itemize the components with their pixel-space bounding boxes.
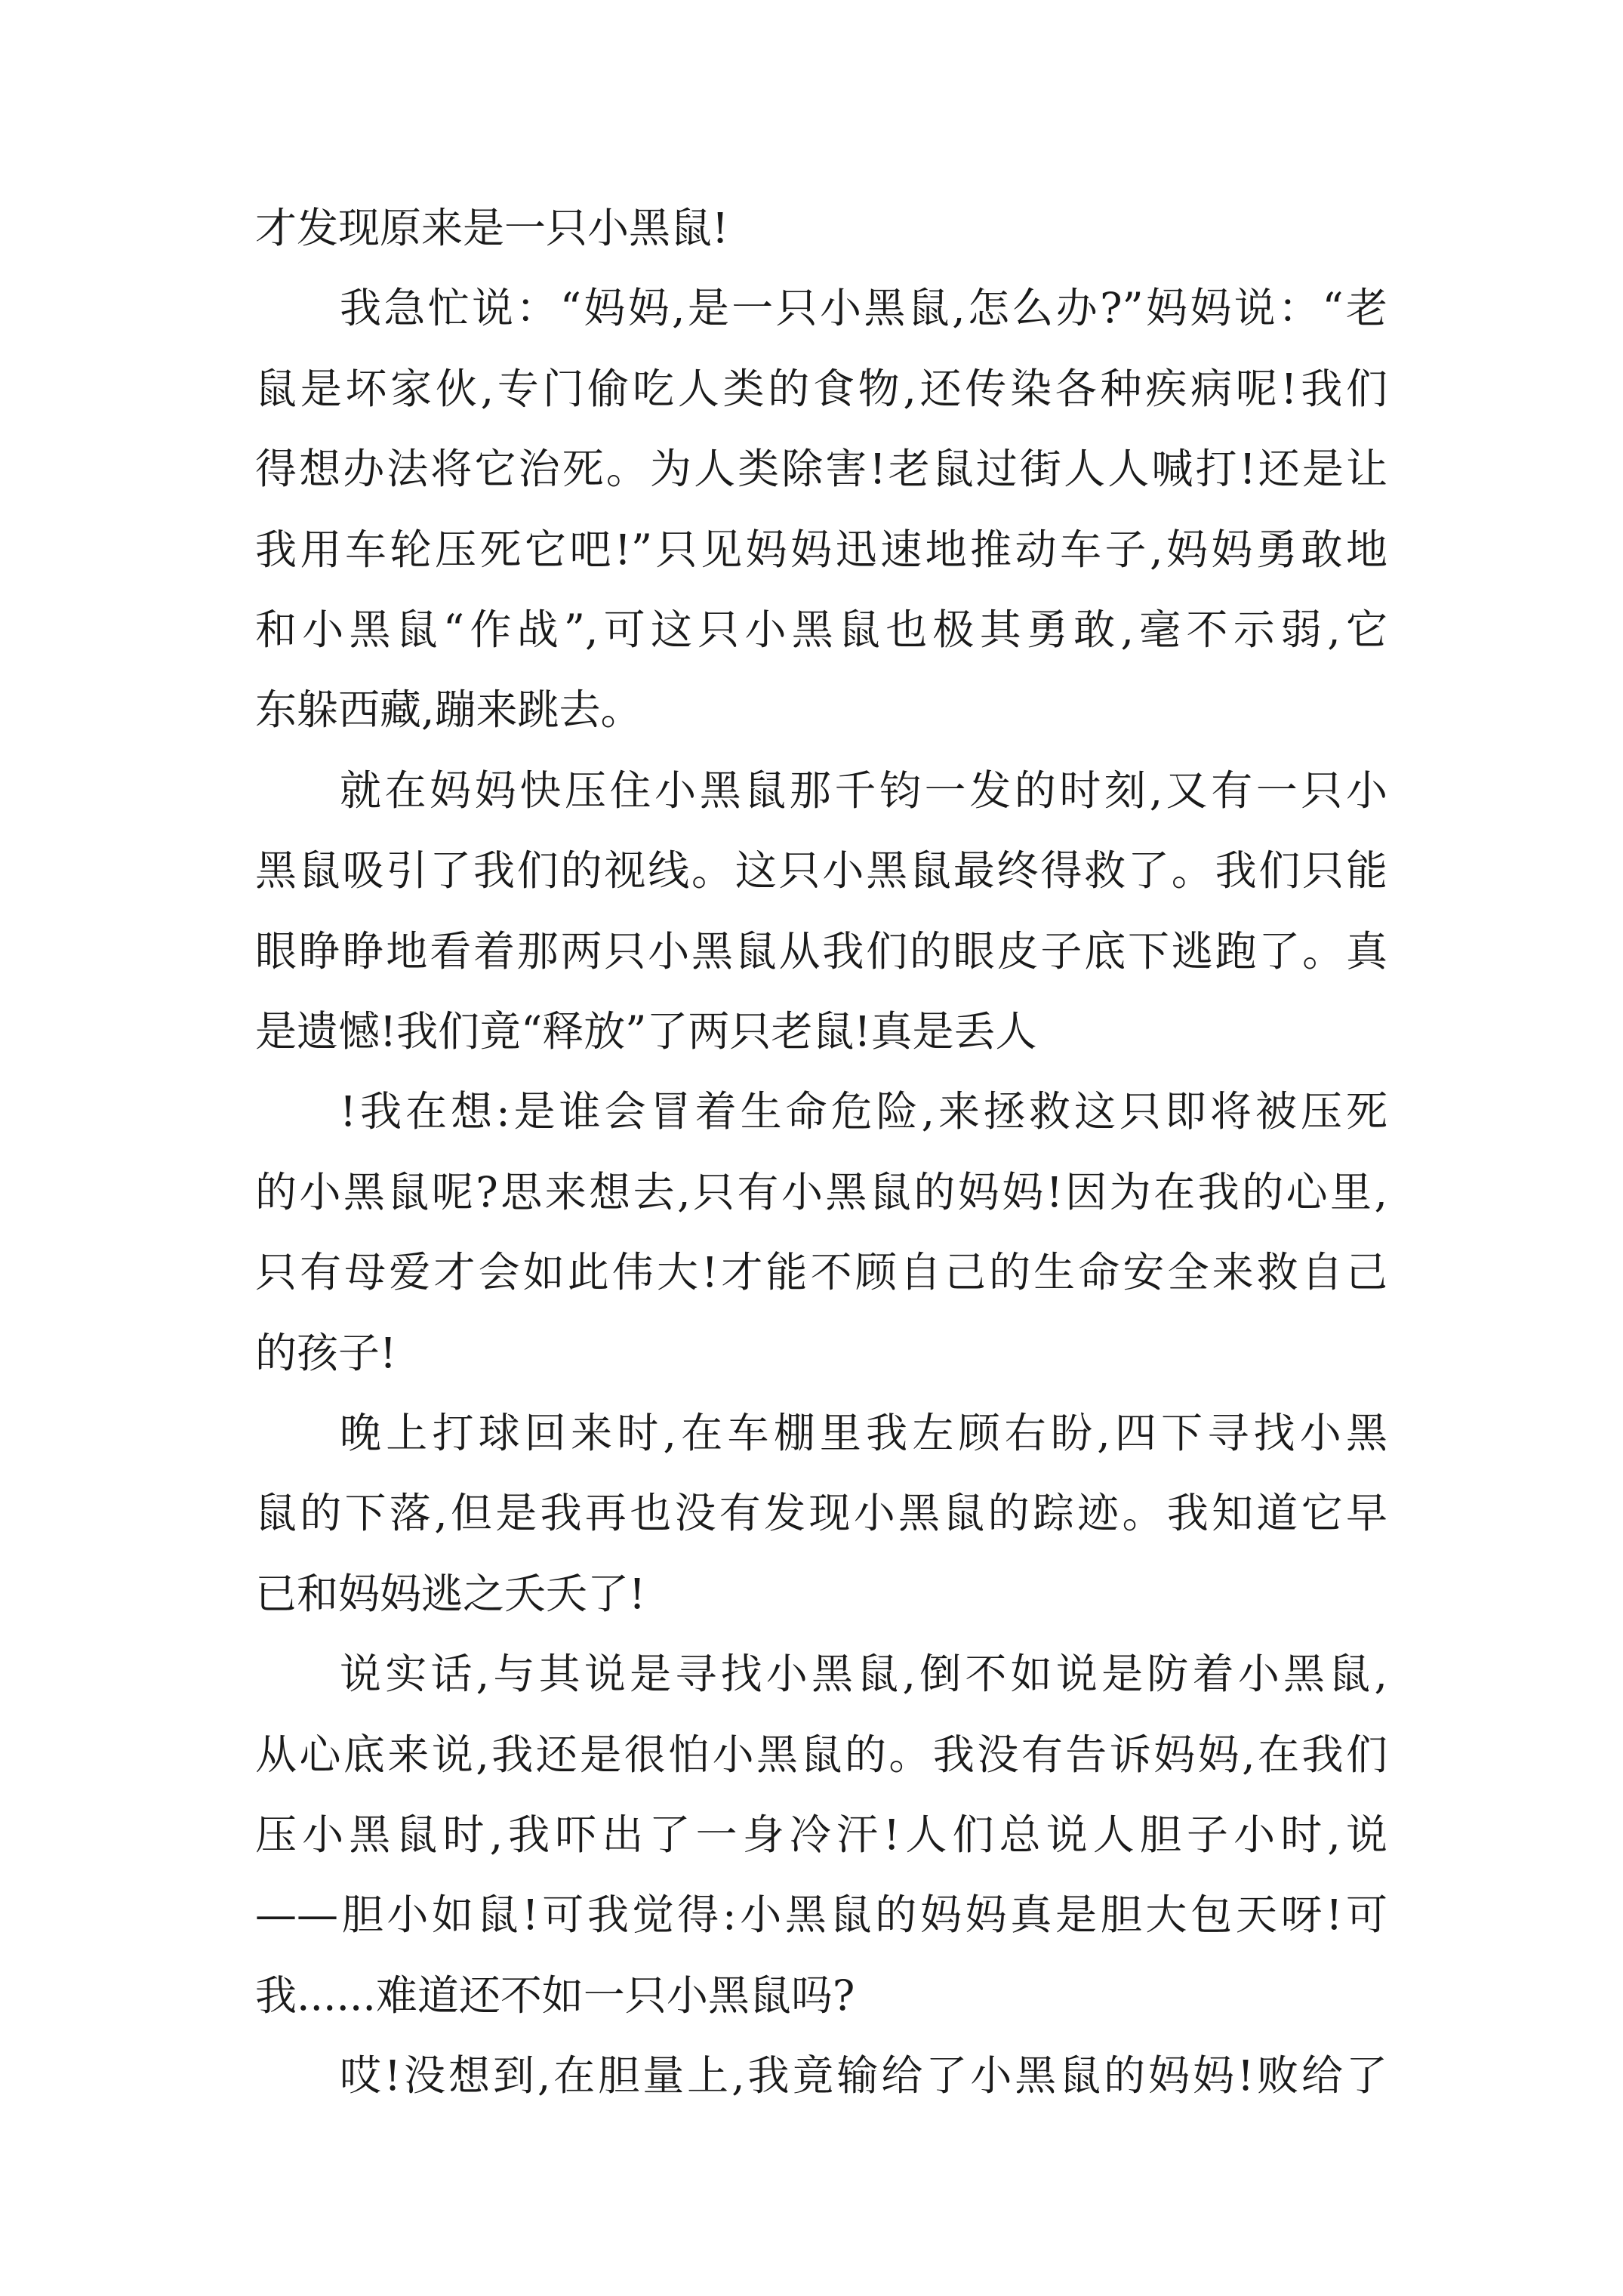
text-line: 是遗憾!我们竟“释放”了两只老鼠!真是丢人 bbox=[255, 1007, 1037, 1056]
text-line: 从心底来说,我还是很怕小黑鼠的。我没有告诉妈妈,在我们 bbox=[255, 1730, 1387, 1779]
text-line: 我用车轮压死它吧!”只见妈妈迅速地推动车子,妈妈勇敢地 bbox=[255, 525, 1387, 574]
text-line: ——胆小如鼠!可我觉得:小黑鼠的妈妈真是胆大包天呀!可 bbox=[255, 1891, 1387, 1940]
text-line: 鼠是坏家伙,专门偷吃人类的食物,还传染各种疾病呢!我们 bbox=[255, 364, 1387, 413]
text-line: 鼠的下落,但是我再也没有发现小黑鼠的踪迹。我知道它早 bbox=[255, 1489, 1387, 1538]
text-line: 晚上打球回来时,在车棚里我左顾右盼,四下寻找小黑 bbox=[340, 1409, 1387, 1457]
text-line: 才发现原来是一只小黑鼠! bbox=[255, 204, 729, 252]
text-line: 哎!没想到,在胆量上,我竟输给了小黑鼠的妈妈!败给了 bbox=[340, 2051, 1387, 2100]
text-line: 就在妈妈快压住小黑鼠那千钧一发的时刻,又有一只小 bbox=[340, 766, 1387, 815]
text-line: 我......难道还不如一只小黑鼠吗? bbox=[255, 1971, 855, 2020]
text-line: 的小黑鼠呢?思来想去,只有小黑鼠的妈妈!因为在我的心里, bbox=[255, 1167, 1387, 1216]
text-line: 和小黑鼠“作战”,可这只小黑鼠也极其勇敢,毫不示弱,它 bbox=[255, 606, 1387, 654]
text-line: 得想办法将它治死。为人类除害!老鼠过街人人喊打!还是让 bbox=[255, 445, 1387, 494]
text-line: !我在想:是谁会冒着生命危险,来拯救这只即将被压死 bbox=[340, 1087, 1387, 1136]
text-line: 东躲西藏,蹦来跳去。 bbox=[255, 686, 642, 735]
text-line: 我急忙说：“妈妈,是一只小黑鼠,怎么办?”妈妈说：“老 bbox=[340, 284, 1387, 333]
text-line: 已和妈妈逃之夭夭了! bbox=[255, 1569, 646, 1618]
text-line: 只有母爱才会如此伟大!才能不顾自己的生命安全来救自己 bbox=[255, 1248, 1387, 1297]
text-line: 眼睁睁地看着那两只小黑鼠从我们的眼皮子底下逃跑了。真 bbox=[255, 926, 1387, 975]
text-line: 压小黑鼠时,我吓出了一身冷汗!人们总说人胆子小时,说 bbox=[255, 1811, 1387, 1859]
text-line: 说实话,与其说是寻找小黑鼠,倒不如说是防着小黑鼠, bbox=[340, 1650, 1387, 1699]
text-line: 的孩子! bbox=[255, 1328, 397, 1377]
text-line: 黑鼠吸引了我们的视线。这只小黑鼠最终得救了。我们只能 bbox=[255, 846, 1387, 895]
